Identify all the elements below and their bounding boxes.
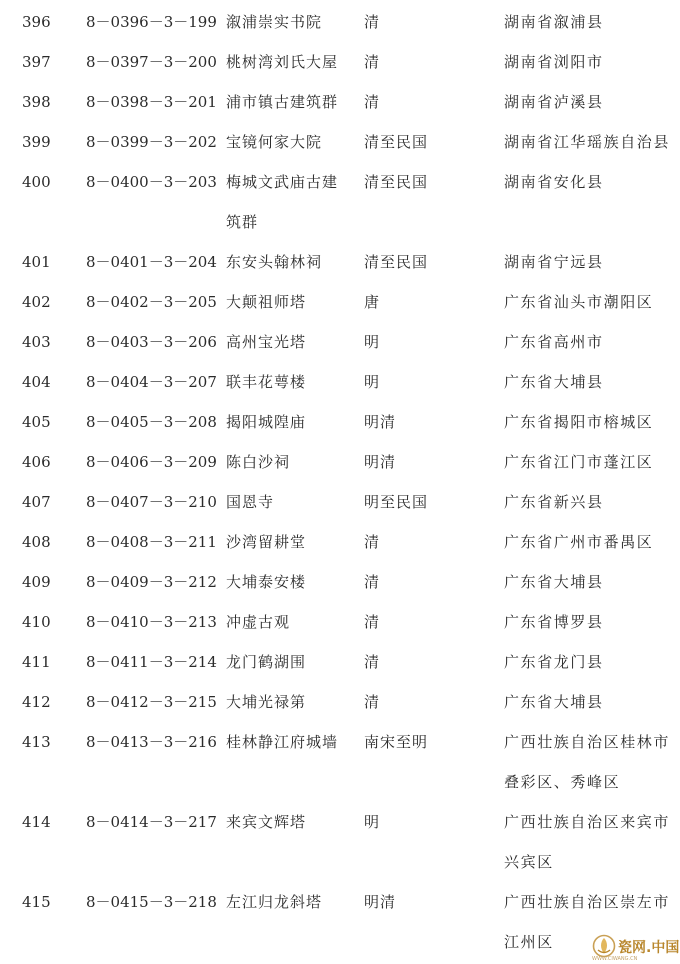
row-era: 清 (364, 53, 381, 71)
row-name: 国恩寺 (226, 493, 275, 511)
row-number: 413 (22, 733, 51, 751)
row-location: 广东省博罗县 (504, 613, 604, 631)
porcelain-logo-icon (592, 934, 616, 958)
row-name: 大颠祖师塔 (226, 293, 307, 311)
row-era: 南宋至明 (364, 733, 429, 751)
row-location: 湖南省泸溪县 (504, 93, 604, 111)
row-location: 广东省广州市番禺区 (504, 533, 654, 551)
row-code: 8－0399－3－202 (86, 133, 217, 151)
row-code: 8－0398－3－201 (86, 93, 217, 111)
row-number: 415 (22, 893, 51, 911)
row-number: 406 (22, 453, 51, 471)
row-code: 8－0406－3－209 (86, 453, 217, 471)
row-location: 湖南省江华瑶族自治县 (504, 133, 671, 151)
row-name: 联丰花萼楼 (226, 373, 307, 391)
row-number: 399 (22, 133, 51, 151)
row-era: 明 (364, 813, 381, 831)
row-era: 明 (364, 333, 381, 351)
row-code: 8－0405－3－208 (86, 413, 217, 431)
row-code: 8－0413－3－216 (86, 733, 217, 751)
row-era: 清 (364, 573, 381, 591)
row-location: 广东省新兴县 (504, 493, 604, 511)
row-era: 明清 (364, 893, 397, 911)
row-location-continued: 叠彩区、秀峰区 (504, 773, 621, 791)
row-name: 高州宝光塔 (226, 333, 307, 351)
row-code: 8－0396－3－199 (86, 13, 217, 31)
row-number: 409 (22, 573, 51, 591)
row-number: 398 (22, 93, 51, 111)
row-number: 405 (22, 413, 51, 431)
row-number: 407 (22, 493, 51, 511)
row-code: 8－0401－3－204 (86, 253, 217, 271)
row-number: 400 (22, 173, 51, 191)
row-era: 清 (364, 93, 381, 111)
row-code: 8－0415－3－218 (86, 893, 217, 911)
row-location-continued: 江州区 (504, 933, 554, 951)
row-name-continued: 筑群 (226, 213, 259, 231)
row-location: 湖南省溆浦县 (504, 13, 604, 31)
row-code: 8－0409－3－212 (86, 573, 217, 591)
row-location: 湖南省浏阳市 (504, 53, 604, 71)
row-name: 桃树湾刘氏大屋 (226, 53, 339, 71)
row-era: 明至民国 (364, 493, 429, 511)
row-location: 广东省汕头市潮阳区 (504, 293, 654, 311)
row-name: 东安头翰林祠 (226, 253, 323, 271)
row-number: 396 (22, 13, 51, 31)
row-name: 浦市镇古建筑群 (226, 93, 339, 111)
row-name: 大埔光禄第 (226, 693, 307, 711)
row-name: 来宾文辉塔 (226, 813, 307, 831)
row-code: 8－0408－3－211 (86, 533, 217, 551)
row-location: 广东省大埔县 (504, 693, 604, 711)
row-era: 明清 (364, 413, 397, 431)
row-number: 397 (22, 53, 51, 71)
row-location: 广西壮族自治区桂林市 (504, 733, 671, 751)
row-number: 403 (22, 333, 51, 351)
row-number: 412 (22, 693, 51, 711)
row-era: 清 (364, 693, 381, 711)
row-number: 410 (22, 613, 51, 631)
row-number: 408 (22, 533, 51, 551)
row-number: 414 (22, 813, 51, 831)
watermark-subtext: WWW.CIWANG.CN (592, 956, 638, 962)
row-name: 沙湾留耕堂 (226, 533, 307, 551)
row-location: 广西壮族自治区来宾市 (504, 813, 671, 831)
row-location-continued: 兴宾区 (504, 853, 554, 871)
row-code: 8－0411－3－214 (86, 653, 217, 671)
site-watermark (592, 934, 680, 962)
row-code: 8－0412－3－215 (86, 693, 217, 711)
row-number: 402 (22, 293, 51, 311)
row-name: 大埔泰安楼 (226, 573, 307, 591)
row-code: 8－0402－3－205 (86, 293, 217, 311)
row-location: 广东省龙门县 (504, 653, 604, 671)
row-era: 清 (364, 533, 381, 551)
row-code: 8－0400－3－203 (86, 173, 217, 191)
row-name: 宝镜何家大院 (226, 133, 323, 151)
row-era: 唐 (364, 293, 381, 311)
row-name: 左江归龙斜塔 (226, 893, 323, 911)
row-location: 广东省大埔县 (504, 573, 604, 591)
row-era: 清 (364, 613, 381, 631)
row-location: 广西壮族自治区崇左市 (504, 893, 671, 911)
row-name: 龙门鹤湖围 (226, 653, 307, 671)
row-name: 揭阳城隍庙 (226, 413, 307, 431)
row-location: 广东省江门市蓬江区 (504, 453, 654, 471)
row-era: 清 (364, 653, 381, 671)
row-name: 梅城文武庙古建 (226, 173, 339, 191)
row-era: 清至民国 (364, 253, 429, 271)
watermark-text: 瓷网.中国 (618, 940, 680, 956)
row-name: 陈白沙祠 (226, 453, 291, 471)
row-number: 404 (22, 373, 51, 391)
row-name: 溆浦崇实书院 (226, 13, 323, 31)
row-era: 明 (364, 373, 381, 391)
row-location: 广东省高州市 (504, 333, 604, 351)
row-location: 广东省揭阳市榕城区 (504, 413, 654, 431)
row-code: 8－0397－3－200 (86, 53, 217, 71)
row-location: 广东省大埔县 (504, 373, 604, 391)
row-era: 清至民国 (364, 133, 429, 151)
row-code: 8－0410－3－213 (86, 613, 217, 631)
row-era: 明清 (364, 453, 397, 471)
row-code: 8－0404－3－207 (86, 373, 217, 391)
row-number: 401 (22, 253, 51, 271)
row-number: 411 (22, 653, 51, 671)
row-name: 桂林静江府城墙 (226, 733, 339, 751)
row-location: 湖南省安化县 (504, 173, 604, 191)
row-era: 清 (364, 13, 381, 31)
row-location: 湖南省宁远县 (504, 253, 604, 271)
row-name: 冲虚古观 (226, 613, 291, 631)
row-era: 清至民国 (364, 173, 429, 191)
row-code: 8－0414－3－217 (86, 813, 217, 831)
row-code: 8－0403－3－206 (86, 333, 217, 351)
row-code: 8－0407－3－210 (86, 493, 217, 511)
